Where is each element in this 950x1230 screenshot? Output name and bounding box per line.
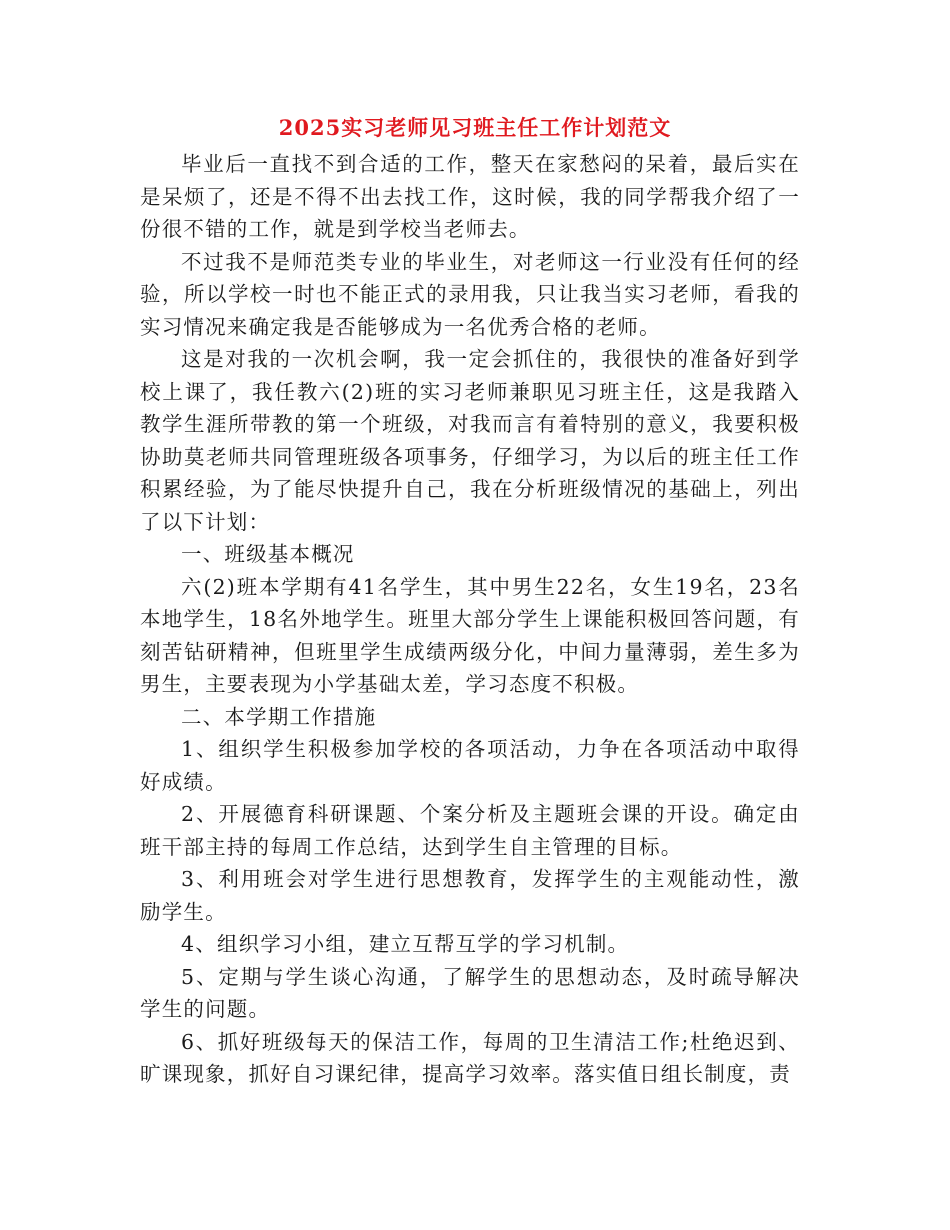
document-title: 2025实习老师见习班主任工作计划范文 xyxy=(278,115,672,140)
list-item: 5、定期与学生谈心沟通，了解学生的思想动态，及时疏导解决学生的问题。 xyxy=(140,964,800,1021)
paragraph: 不过我不是师范类专业的毕业生，对老师这一行业没有任何的经验，所以学校一时也不能正式的录用我，只让我当实习老师，看我的实习情况来确定我是否能够成为一名优秀合格的老师。 xyxy=(140,249,800,339)
list-item: 3、利用班会对学生进行思想教育，发挥学生的主观能动性，激励学生。 xyxy=(140,867,800,924)
list-item: 2、开展德育科研课题、个案分析及主题班会课的开设。确定由班干部主持的每周工作总结，达到学生自主管理的目标。 xyxy=(140,802,800,859)
paragraph: 毕业后一直找不到合适的工作，整天在家愁闷的呆着，最后实在是呆烦了，还是不得不出去找工作，这时候，我的同学帮我介绍了一份很不错的工作，就是到学校当老师去。 xyxy=(140,152,800,241)
list-item: 1、组织学生积极参加学校的各项活动，力争在各项活动中取得好成绩。 xyxy=(140,737,800,794)
list-item: 6、抓好班级每天的保洁工作，每周的卫生清洁工作;杜绝迟到、旷课现象，抓好自习课纪律，提高学习效率。落实值日组长制度，责 xyxy=(140,1029,800,1086)
list-item: 4、组织学习小组，建立互帮互学的学习机制。 xyxy=(181,932,630,956)
section-heading: 二、本学期工作措施 xyxy=(181,704,377,729)
section-heading: 一、班级基本概况 xyxy=(181,542,355,566)
paragraph: 六(2)班本学期有41名学生，其中男生22名，女生19名，23名本地学生，18名外地学生。班里大部分学生上课能积极回答问题，有刻苦钻研精神，但班里学生成绩两级分化，中间力量薄弱，差生多为男生，主要表现为小学基础太差，学习态度不积极。 xyxy=(140,574,800,696)
paragraph: 这是对我的一次机会啊，我一定会抓住的，我很快的准备好到学校上课了，我任教六(2)班的实习老师兼职见习班主任，这是我踏入教学生涯所带教的第一个班级，对我而言有着特别的意义，我要积极协助莫老师共同管理班级各项事务，仔细学习，为以后的班主任工作积累经验，为了能尽快提升自己，我在分析班级情况的基础上，列出了以下计划： xyxy=(140,347,800,534)
document-body xyxy=(140,148,800,1091)
